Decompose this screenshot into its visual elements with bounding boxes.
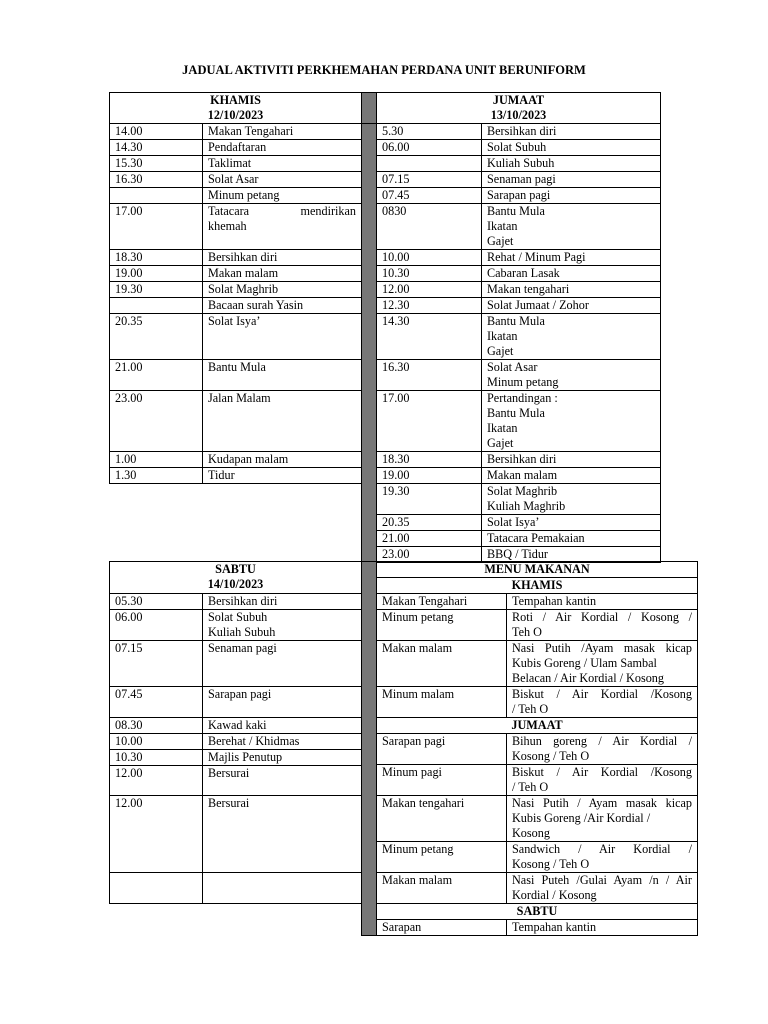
menu-food-line: / Teh O [512,780,549,794]
jumaat-time [377,531,482,547]
khamis-time-line: 1.30 [115,468,137,482]
jumaat-time [377,314,482,360]
jumaat-activity-line: Ikatan [487,219,518,233]
jumaat-time [377,452,482,468]
khamis-time-line: 14.00 [115,124,143,138]
sabtu-time [110,766,203,796]
jumaat-header-line: JUMAAT [492,93,545,107]
column-separator [362,124,377,563]
khamis-time [110,172,203,188]
sabtu-time [110,641,203,687]
khamis-time [110,391,203,452]
page-title: JADUAL AKTIVITI PERKHEMAHAN PERDANA UNIT BERUNIFORM [182,63,586,77]
menu-food-line: / Teh O [512,702,549,716]
menu-meal [377,687,507,718]
menu-food-line: Nasi Puteh /Gulai Ayam /n / Air [512,873,692,887]
menu-heading [377,904,698,920]
jumaat-time-line: 5.30 [382,124,404,138]
jumaat-activity-line: Kuliah Maghrib [487,499,566,513]
khamis-activity [203,468,362,484]
sabtu-activity [203,687,362,718]
khamis-time [110,452,203,468]
khamis-header-line: 12/10/2023 [207,108,264,122]
khamis-time-line [115,298,197,313]
menu-heading-line: MENU MAKANAN [484,562,590,576]
khamis-activity-line: Makan malam [208,266,279,280]
menu-food-line: Sandwich / Air Kordial / [512,842,692,856]
menu-food-line: Nasi Putih / Ayam masak kicap [512,796,692,810]
khamis-time [110,140,203,156]
jumaat-time-line: 19.00 [382,468,410,482]
menu-meal [377,842,507,873]
jumaat-activity-line: Bersihkan diri [487,452,557,466]
sabtu-activity-line: Bersihkan diri [208,594,278,608]
empty-area [110,904,362,936]
menu-meal-line: Minum petang [382,610,454,624]
khamis-activity-line: Kudapan malam [208,452,289,466]
khamis-activity [203,314,362,360]
menu-food [507,687,698,718]
jumaat-time-line: 12.30 [382,298,410,312]
jumaat-activity [482,282,661,298]
jumaat-time [377,250,482,266]
menu-food-line: Biskut / Air Kordial /Kosong [512,687,692,701]
schedule-table-sabtu-menu [109,561,698,936]
jumaat-time [377,360,482,391]
khamis-time [110,204,203,250]
khamis-activity [203,204,362,250]
menu-food-line: Kosong / Teh O [512,857,590,871]
column-separator [362,93,377,124]
jumaat-activity [482,156,661,172]
jumaat-activity-line: Gajet [487,344,514,358]
sabtu-header-line: SABTU [215,562,256,576]
jumaat-time-line: 17.00 [382,391,410,405]
jumaat-activity-line: Senaman pagi [487,172,556,186]
jumaat-activity [482,298,661,314]
sabtu-activity-line: Berehat / Khidmas [208,734,300,748]
khamis-time [110,282,203,298]
menu-food-line: Kubis Goreng /Air Kordial / [512,811,651,825]
menu-food-line: Tempahan kantin [512,594,597,608]
jumaat-activity [482,314,661,360]
jumaat-activity [482,531,661,547]
sabtu-activity-line: Bersurai [208,766,250,780]
khamis-time-line: 19.00 [115,266,143,280]
jumaat-activity-line: Solat Subuh [487,140,547,154]
sabtu-time [110,750,203,766]
khamis-time [110,124,203,140]
khamis-activity-line: Solat Isya’ [208,314,261,328]
jumaat-activity-line: Gajet [487,234,514,248]
khamis-activity-line: Solat Maghrib [208,282,279,296]
sabtu-activity [203,796,362,873]
schedule-table-khamis-jumaat [109,92,661,563]
sabtu-time [110,718,203,734]
khamis-activity-line: Pendaftaran [208,140,267,154]
jumaat-time-line: 0830 [382,204,407,218]
menu-food [507,765,698,796]
jumaat-time-line: 10.00 [382,250,410,264]
menu-meal [377,610,507,641]
jumaat-activity-line: BBQ / Tidur [487,547,548,561]
jumaat-time-line: 19.30 [382,484,410,498]
khamis-time-line: 18.30 [115,250,143,264]
jumaat-time [377,484,482,515]
jumaat-activity-line: Makan malam [487,468,558,482]
menu-heading-line: JUMAAT [511,718,563,732]
jumaat-time [377,391,482,452]
menu-food [507,920,698,936]
khamis-time-line: 16.30 [115,172,143,186]
khamis-time-line: 21.00 [115,360,143,374]
sabtu-time [110,796,203,873]
khamis-activity-line: Minum petang [208,188,280,202]
menu-food-line: Kubis Goreng / Ulam Sambal [512,656,657,670]
khamis-header-line: KHAMIS [210,93,261,107]
jumaat-time-line: 20.35 [382,515,410,529]
jumaat-activity-line: Ikatan [487,421,518,435]
jumaat-activity-line: Ikatan [487,329,518,343]
khamis-activity [203,188,362,204]
jumaat-activity-line: Rehat / Minum Pagi [487,250,586,264]
jumaat-time [377,298,482,314]
khamis-time-line: 23.00 [115,391,143,405]
jumaat-activity [482,391,661,452]
jumaat-activity [482,468,661,484]
khamis-activity [203,124,362,140]
sabtu-activity [203,594,362,610]
khamis-time-line: 14.30 [115,140,143,154]
jumaat-time-line: 07.45 [382,188,410,202]
sabtu-time-line: 07.15 [115,641,143,655]
jumaat-activity [482,515,661,531]
khamis-time [110,298,203,314]
jumaat-activity-line: Tatacara Pemakaian [487,531,585,545]
jumaat-activity-line: Minum petang [487,375,559,389]
sabtu-activity [203,750,362,766]
jumaat-activity [482,188,661,204]
khamis-activity-line: Jalan Malam [208,391,271,405]
khamis-time [110,314,203,360]
sabtu-time-line: 05.30 [115,594,143,608]
jumaat-time-line: 12.00 [382,282,410,296]
khamis-time [110,250,203,266]
khamis-time-line [115,188,197,203]
jumaat-time-line: 07.15 [382,172,410,186]
menu-meal [377,765,507,796]
khamis-time [110,188,203,204]
menu-meal-line: Minum pagi [382,765,442,779]
sabtu-activity [203,641,362,687]
jumaat-time-line [382,156,476,171]
khamis-activity-line: Bacaan surah Yasin [208,298,304,312]
menu-heading [377,578,698,594]
sabtu-activity [203,766,362,796]
khamis-activity-line: Tatacara mendirikan [208,204,356,218]
jumaat-time-line: 14.30 [382,314,410,328]
sabtu-time [110,594,203,610]
jumaat-activity [482,452,661,468]
sabtu-activity [203,610,362,641]
khamis-activity [203,156,362,172]
sabtu-time-line: 10.00 [115,734,143,748]
khamis-time [110,468,203,484]
jumaat-activity-line: Bantu Mula [487,204,545,218]
khamis-activity-line: Taklimat [208,156,252,170]
menu-food-line: Bihun goreng / Air Kordial / [512,734,692,748]
menu-food [507,842,698,873]
sabtu-time [110,873,203,904]
menu-meal-line: Makan malam [382,641,453,655]
menu-food [507,594,698,610]
menu-heading [377,718,698,734]
menu-food [507,873,698,904]
jumaat-header [377,93,661,124]
jumaat-activity-line: Sarapan pagi [487,188,551,202]
menu-meal [377,594,507,610]
menu-food-line: Roti / Air Kordial / Kosong / [512,610,692,624]
khamis-time-line: 19.30 [115,282,143,296]
menu-meal [377,641,507,687]
khamis-activity-line: Bersihkan diri [208,250,278,264]
menu-meal-line: Makan Tengahari [382,594,468,608]
khamis-time [110,360,203,391]
sabtu-activity-line: Kawad kaki [208,718,267,732]
jumaat-header-line: 13/10/2023 [490,108,547,122]
khamis-activity [203,140,362,156]
khamis-activity-line: Solat Asar [208,172,259,186]
menu-heading-line: SABTU [516,904,558,918]
jumaat-time [377,515,482,531]
menu-meal-line: Makan malam [382,873,453,887]
menu-meal [377,796,507,842]
jumaat-activity-line: Pertandingan : [487,391,558,405]
jumaat-time-line: 06.00 [382,140,410,154]
jumaat-time [377,140,482,156]
sabtu-activity-line: Majlis Penutup [208,750,283,764]
khamis-time-line: 15.30 [115,156,143,170]
menu-meal-line: Sarapan pagi [382,734,446,748]
khamis-activity [203,391,362,452]
khamis-header [110,93,362,124]
khamis-activity [203,452,362,468]
sabtu-activity [203,734,362,750]
jumaat-time [377,156,482,172]
sabtu-time-line: 08.30 [115,718,143,732]
menu-meal [377,873,507,904]
jumaat-activity-line: Kuliah Subuh [487,156,555,170]
jumaat-time [377,188,482,204]
sabtu-time-line: 06.00 [115,610,143,624]
jumaat-time [377,266,482,282]
sabtu-header [110,562,362,594]
menu-food-line: Teh O [512,625,542,639]
menu-meal [377,734,507,765]
jumaat-activity [482,124,661,140]
sabtu-header-line: 14/10/2023 [207,577,264,591]
sabtu-time-line: 10.30 [115,750,143,764]
jumaat-activity-line: Solat Maghrib [487,484,558,498]
jumaat-activity-line: Solat Jumaat / Zohor [487,298,589,312]
menu-meal-line: Makan tengahari [382,796,465,810]
jumaat-activity-line: Bersihkan diri [487,124,557,138]
sabtu-time-line: 07.45 [115,687,143,701]
jumaat-activity [482,172,661,188]
jumaat-activity [482,140,661,156]
khamis-time [110,156,203,172]
khamis-activity [203,282,362,298]
khamis-time [110,266,203,282]
jumaat-time-line: 21.00 [382,531,410,545]
khamis-activity-line: Bantu Mula [208,360,266,374]
jumaat-activity-line: Makan tengahari [487,282,570,296]
jumaat-time-line: 18.30 [382,452,410,466]
jumaat-time [377,282,482,298]
jumaat-activity [482,204,661,250]
sabtu-activity [203,718,362,734]
sabtu-time [110,687,203,718]
sabtu-activity-line [208,873,356,888]
menu-meal-line: Minum petang [382,842,454,856]
khamis-activity [203,250,362,266]
jumaat-activity [482,484,661,515]
jumaat-time-line: 23.00 [382,547,410,561]
khamis-time-line: 1.00 [115,452,137,466]
sabtu-activity-line: Sarapan pagi [208,687,272,701]
jumaat-activity [482,250,661,266]
sabtu-time-line: 12.00 [115,766,143,780]
jumaat-time [377,124,482,140]
jumaat-activity-line: Bantu Mula [487,314,545,328]
menu-food [507,610,698,641]
menu-food-line: Kosong / Teh O [512,749,590,763]
sabtu-activity [203,873,362,904]
khamis-activity [203,298,362,314]
jumaat-activity [482,266,661,282]
jumaat-activity-line: Cabaran Lasak [487,266,560,280]
menu-meal [377,920,507,936]
jumaat-time [377,172,482,188]
sabtu-time [110,610,203,641]
menu-food-line: Nasi Putih /Ayam masak kicap [512,641,692,655]
menu-food-line: Kosong [512,826,550,840]
jumaat-time-line: 10.30 [382,266,410,280]
menu-heading-line: KHAMIS [511,578,563,592]
menu-meal-line: Minum malam [382,687,455,701]
sabtu-activity-line: Solat Subuh [208,610,268,624]
sabtu-activity-line: Kuliah Subuh [208,625,276,639]
jumaat-activity-line: Solat Asar [487,360,538,374]
sabtu-time-line: 12.00 [115,796,143,810]
jumaat-activity-line: Gajet [487,436,514,450]
jumaat-time [377,468,482,484]
jumaat-activity-line: Solat Isya’ [487,515,540,529]
jumaat-time-line: 16.30 [382,360,410,374]
menu-food [507,796,698,842]
khamis-activity-line: khemah [208,219,247,233]
khamis-activity [203,172,362,188]
menu-food-line: Tempahan kantin [512,920,597,934]
khamis-activity [203,360,362,391]
column-separator [362,562,377,936]
sabtu-activity-line: Senaman pagi [208,641,277,655]
khamis-time-line: 20.35 [115,314,143,328]
jumaat-activity-line: Bantu Mula [487,406,545,420]
khamis-activity-line: Makan Tengahari [208,124,294,138]
menu-meal-line: Sarapan [382,920,422,934]
jumaat-activity [482,360,661,391]
khamis-time-line: 17.00 [115,204,143,218]
menu-food [507,734,698,765]
menu-food-line: Biskut / Air Kordial /Kosong [512,765,692,779]
sabtu-activity-line: Bersurai [208,796,250,810]
menu-food-line: Belacan / Air Kordial / Kosong [512,671,664,685]
empty-area [110,484,362,563]
sabtu-time-line [115,873,197,888]
menu-food [507,641,698,687]
sabtu-time [110,734,203,750]
menu-heading [377,562,698,578]
menu-food-line: Kordial / Kosong [512,888,597,902]
khamis-activity [203,266,362,282]
khamis-activity-line: Tidur [208,468,235,482]
jumaat-time [377,204,482,250]
